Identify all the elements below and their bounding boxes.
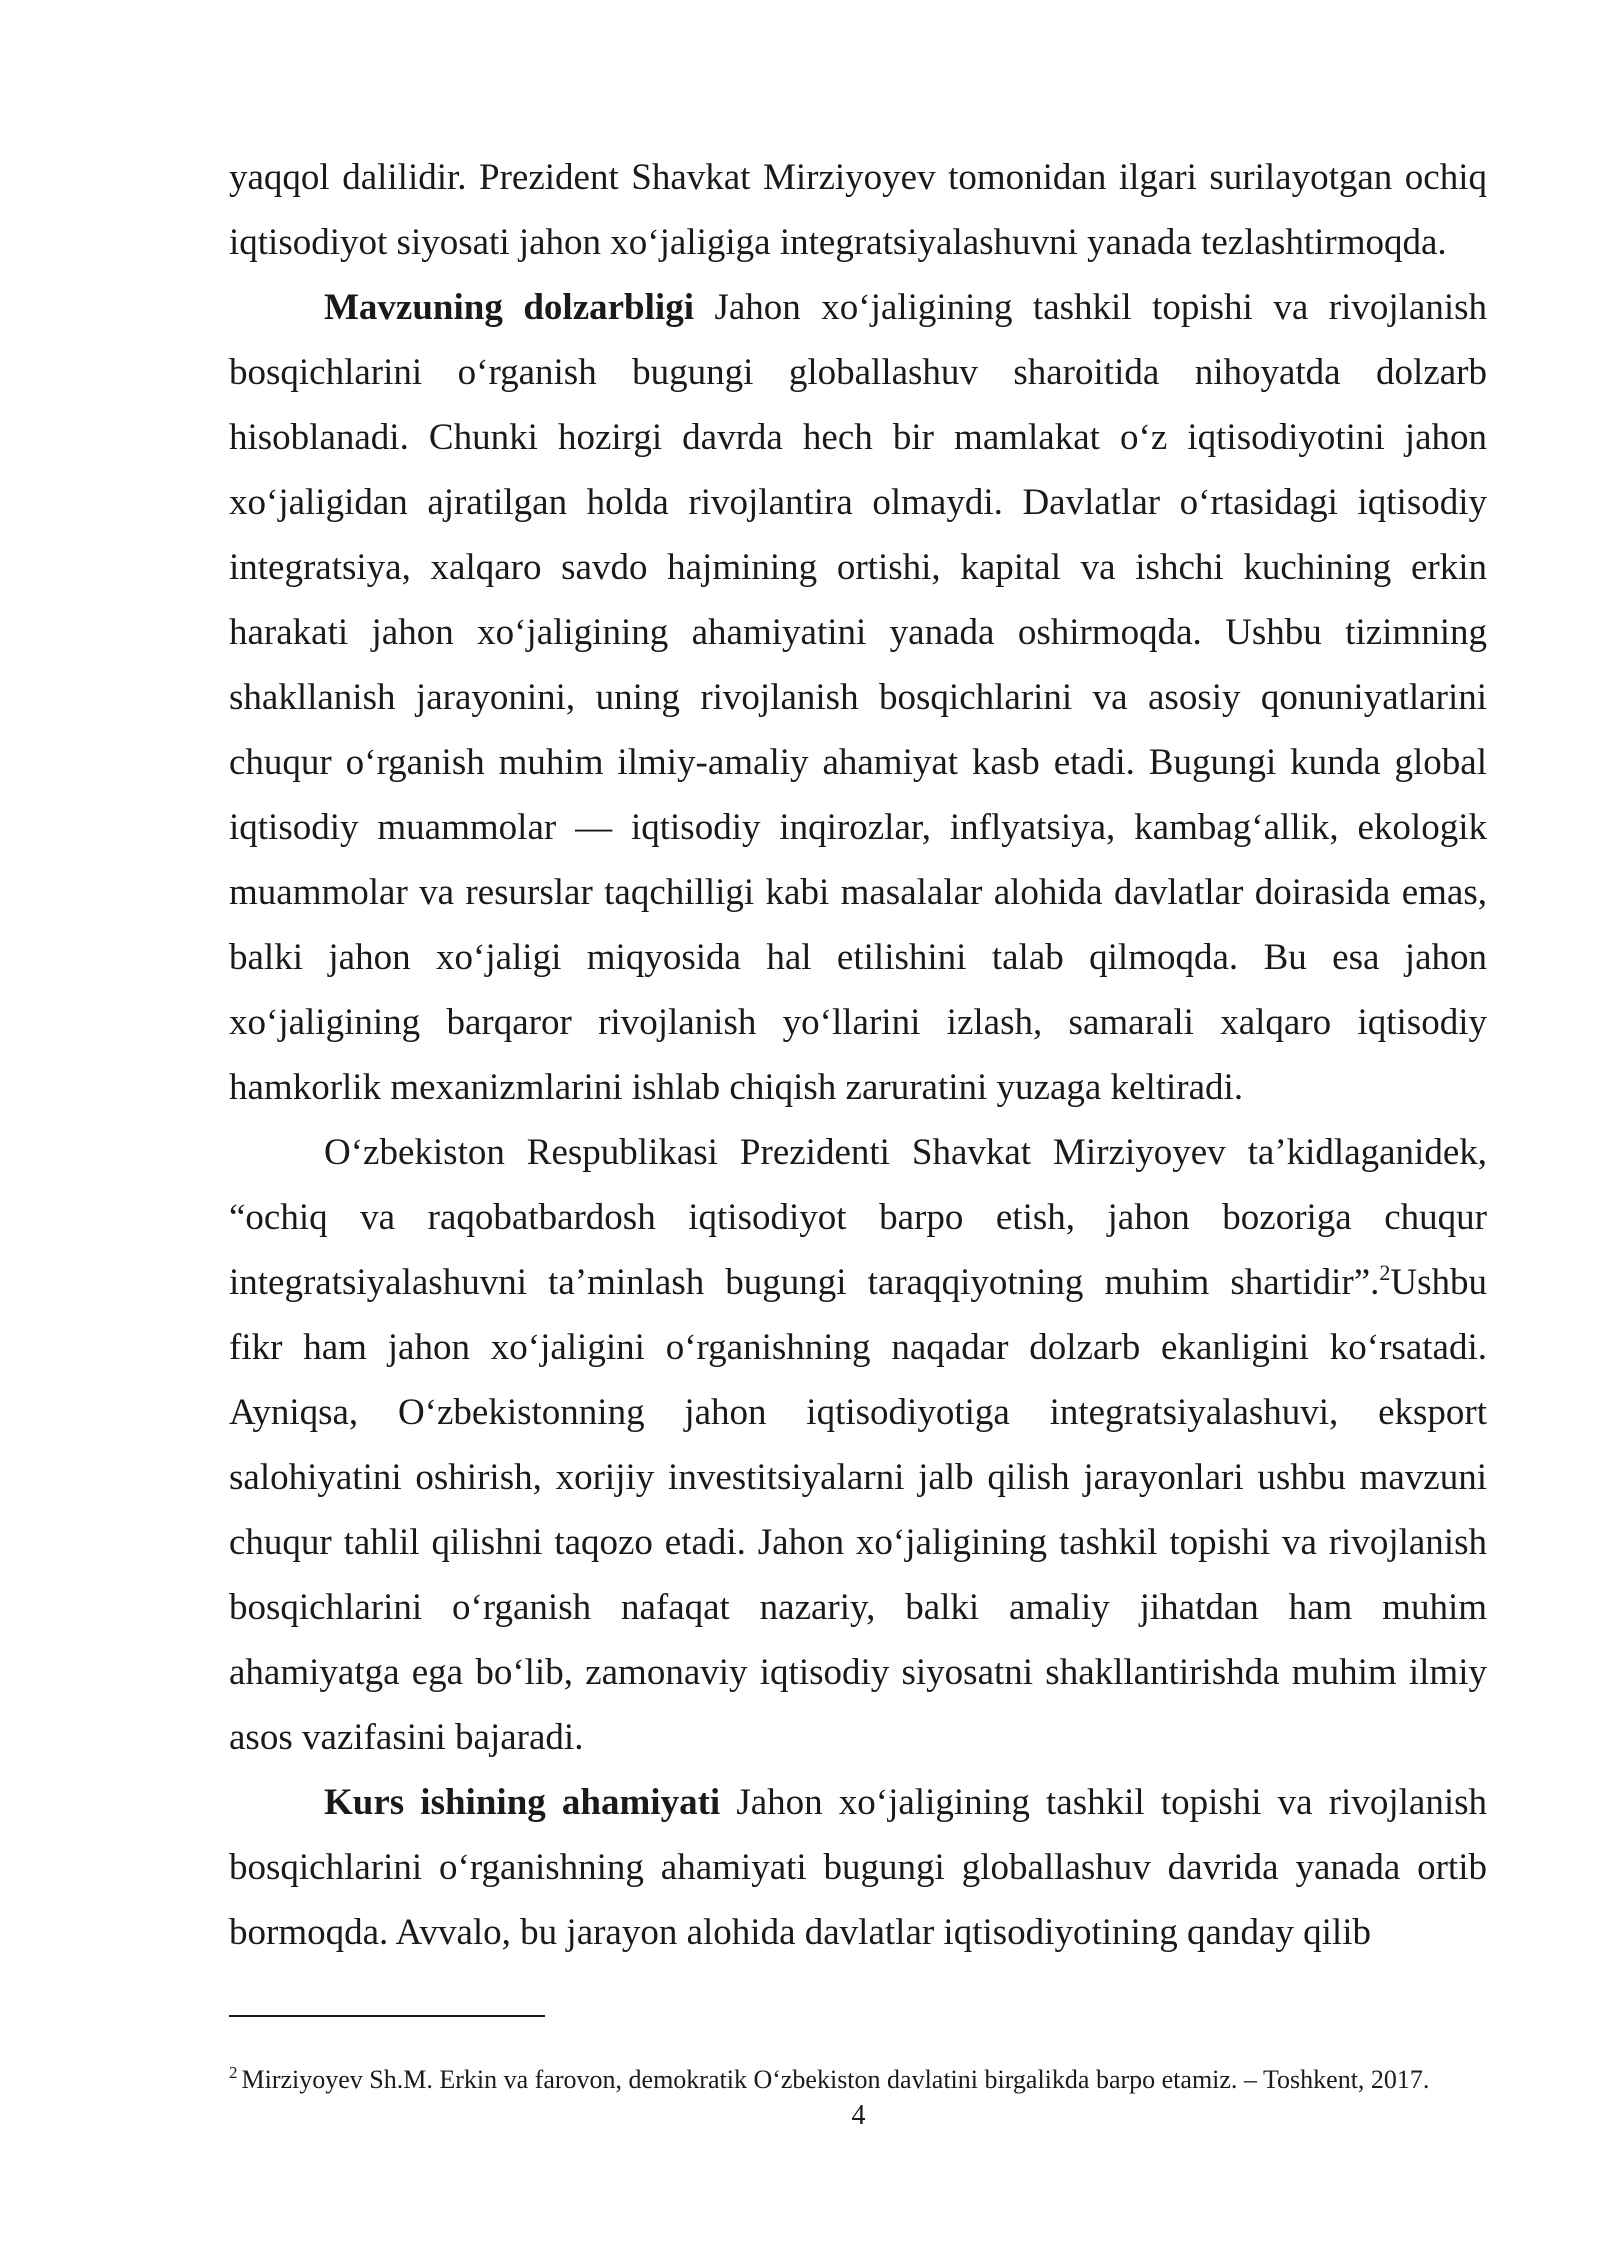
footnote-reference[interactable]: 2: [1379, 1260, 1391, 1285]
body-text: [229, 145, 1487, 1965]
paragraph-relevance: [229, 275, 1487, 1120]
footnote-number: 2: [229, 2063, 238, 2082]
president-quote-continuation: Ushbu fikr ham jahon xo‘jaligini o‘rganishning naqadar dolzarb ekanligini ko‘rsatadi. Ayniqsa, O‘zbekistonning jahon iqtisodiyotiga integratsiyalashuvi, eksport salohiyatini oshirish, xorijiy investitsiyalarni jalb qilish jarayonlari ushbu mavzuni chuqur tahlil qilishni taqozo etadi. Jahon xo‘jaligining tashkil topishi va rivojlanish bosqichlarini o‘rganish nafaqat nazariy, balki amaliy jihatdan ham muhim ahamiyatga ega bo‘lib, zamonaviy iqtisodiy siyosatni shakllantirishda muhim ilmiy asos vazifasini bajaradi.: [229, 1262, 1487, 1758]
paragraph-1-text: yaqqol dalilidir. Prezident Shavkat Mirziyoyev tomonidan ilgari surilayotgan ochiq iqtisodiyot siyosati jahon xo‘jaligiga integratsiyalashuvni yanada tezlashtirmoqda.: [229, 157, 1487, 263]
paragraph-president-quote: [229, 1120, 1487, 1770]
relevance-text: Jahon xo‘jaligining tashkil topishi va rivojlanish bosqichlarini o‘rganish bugungi globallashuv sharoitida nihoyatda dolzarb hisoblanadi. Chunki hozirgi davrda hech bir mamlakat o‘z iqtisodiyotini jahon xo‘jaligidan ajratilgan holda rivojlantira olmaydi. Davlatlar o‘rtasidagi iqtisodiy integratsiya, xalqaro savdo hajmining ortishi, kapital va ishchi kuchining erkin harakati jahon xo‘jaligining ahamiyatini yanada oshirmoqda. Ushbu tizimning shakllanish jarayonini, uning rivojlanish bosqichlarini va asosiy qonuniyatlarini chuqur o‘rganish muhim ilmiy-amaliy ahamiyat kasb etadi. Bugungi kunda global iqtisodiy muammolar — iqtisodiy inqirozlar, inflyatsiya, kambag‘allik, ekologik muammolar va resurslar taqchilligi kabi masalalar alohida davlatlar doirasida emas, balki jahon xo‘jaligi miqyosida hal etilishini talab qilmoqda. Bu esa jahon xo‘jaligining barqaror rivojlanish yo‘llarini izlash, samarali xalqaro iqtisodiy hamkorlik mexanizmlarini ishlab chiqish zaruratini yuzaga keltiradi.: [229, 287, 1488, 1108]
president-quote-text: O‘zbekiston Respublikasi Prezidenti Shavkat Mirziyoyev ta’kidlaganidek, “ochiq va raqobatbardosh iqtisodiyot barpo etish, jahon bozoriga chuqur integratsiyalashuvni ta’minlash bugungi taraqqiyotning muhim shartidir”.: [229, 1132, 1487, 1303]
relevance-heading: Mavzuning dolzarbligi: [324, 287, 694, 328]
footnote: [229, 2063, 1529, 2097]
paragraph-significance: [229, 1770, 1487, 1965]
significance-heading: Kurs ishining ahamiyati: [324, 1782, 721, 1823]
paragraph-continuation: [229, 145, 1487, 275]
footnote-text: Mirziyoyev Sh.M. Erkin va farovon, demokratik O‘zbekiston davlatini birgalikda barpo etamiz. – Toshkent, 2017.: [241, 2065, 1430, 2094]
significance-text: Jahon xo‘jaligining tashkil topishi va rivojlanish bosqichlarini o‘rganishning ahamiyati bugungi globallashuv davrida yanada ortib bormoqda. Avvalo, bu jarayon alohida davlatlar iqtisodiyotining qanday qilib: [229, 1782, 1487, 1953]
page-number: 4: [851, 2100, 866, 2131]
footnote-separator: [229, 2015, 545, 2017]
